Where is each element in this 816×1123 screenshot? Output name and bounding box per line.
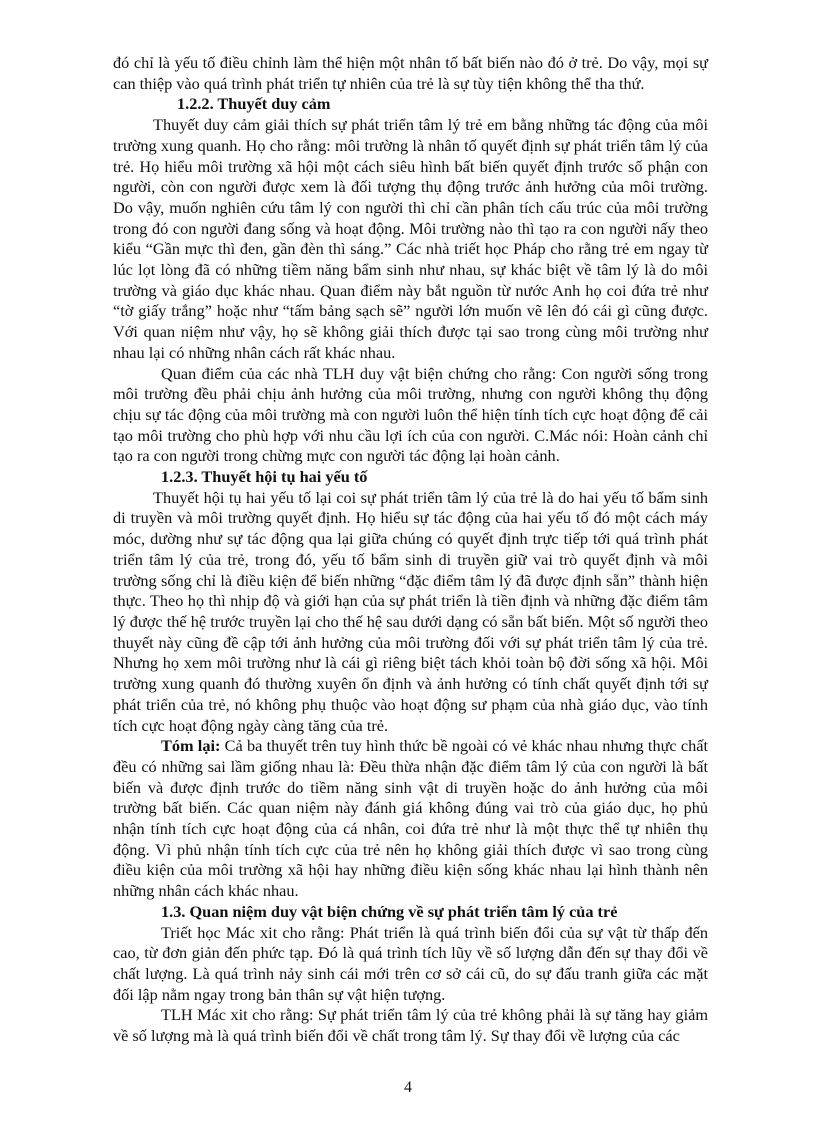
heading-quan-niem-bien-chung: 1.3. Quan niệm duy vật biện chứng về sự phát triển tâm lý của trẻ: [161, 901, 618, 921]
paragraph-summary: [113, 736, 708, 902]
page-number: 4: [404, 1079, 412, 1096]
paragraph-intro: đó chỉ là yếu tố điều chỉnh làm thể hiện một nhân tố bất biến nào đó ở trẻ. Do vậy, mọi sự can thiệp vào quá trình phát triển tự nhiên của trẻ là sự tùy tiện không thể tha thứ.: [113, 53, 708, 93]
document-page: [113, 53, 708, 1047]
paragraph-bien-chung-2: TLH Mác xit cho rằng: Sự phát triển tâm lý của trẻ không phải là sự tăng hay giảm về số lượng mà là quá trình biến đổi về chất trong tâm lý. Sự thay đổi về lượng của các: [113, 1005, 708, 1046]
heading-thuyet-hoi-tu: 1.2.3. Thuyết hội tụ hai yếu tố: [161, 467, 368, 487]
paragraph-duy-cam-1: Thuyết duy cảm giải thích sự phát triển tâm lý trẻ em bằng những tác động của môi trường xung quanh. Họ cho rằng: môi trường là nhân tố quyết định sự phát triển tâm lý của trẻ. Họ hiểu môi trường xã hội một cách siêu hình bất biến quyết định trước số phận con người, còn con người được xem là đối tượng thụ động trước ảnh hưởng của môi trường. Do vậy, muốn nghiên cứu tâm lý con người thì chỉ cần phân tích cấu trúc của môi trường trong đó con người đang sống và hoạt động. Môi trường nào thì tạo ra con người nấy theo kiểu “Gần mực thì đen, gần đèn thì sáng.” Các nhà triết học Pháp cho rằng trẻ em ngay từ lúc lọt lòng đã có những tiềm năng bẩm sinh như nhau, sự khác biệt về tâm lý là do môi trường và giáo dục khác nhau. Quan điểm này bắt nguồn từ nước Anh họ coi đứa trẻ như “tờ giấy trắng” hoặc như “tấm bảng sạch sẽ” người lớn muốn vẽ lên đó cái gì cũng được. Với quan niệm như vậy, họ sẽ không giải thích được tại sao trong cùng môi trường như nhau lại có những nhân cách rất khác nhau.: [113, 115, 708, 362]
paragraph-hoi-tu: Thuyết hội tụ hai yếu tố lại coi sự phát triển tâm lý của trẻ là do hai yếu tố bẩm sinh di truyền và môi trường quyết định. Họ hiểu sự tác động của hai yếu tố đó một cách máy móc, dường như sự tác động qua lại giữa chúng có quyết định trực tiếp tới quá trình phát triển tâm lý của trẻ, trong đó, yếu tố bẩm sinh di truyền giữ vai trò quyết định và môi trường sống chỉ là điều kiện để biến những “đặc điểm tâm lý đã được định sẵn” thành hiện thực. Theo họ thì nhịp độ và giới hạn của sự phát triển là tiền định và những đặc điểm tâm lý được thế hệ trước truyền lại cho thế hệ sau dưới dạng có sẵn bất biến. Một số người theo thuyết này cũng đề cập tới ảnh hưởng của môi trường đối với sự phát triển tâm lý của trẻ. Nhưng họ xem môi trường như là cái gì riêng biệt tách khỏi toàn bộ đời sống xã hội. Môi trường xung quanh đó thường xuyên ổn định và ảnh hưởng có tính chất quyết định tới sự phát triển của trẻ, nó không phụ thuộc vào hoạt động sư phạm của nhà giáo dục, vào tính tích cực hoạt động ngày càng tăng của trẻ.: [113, 487, 708, 735]
heading-thuyet-duy-cam: 1.2.2. Thuyết duy cảm: [177, 94, 331, 114]
paragraph-duy-cam-2: Quan điểm của các nhà TLH duy vật biện chứng cho rằng: Con người sống trong môi trường đều phải chịu ảnh hưởng của môi trường, nhưng con người không thụ động chịu sự tác động của môi trường mà con người luôn thể hiện tính tích cực hoạt động để cải tạo môi trường cho phù hợp với nhu cầu lợi ích của con người. C.Mác nói: Hoàn cảnh chỉ tạo ra con người trong chừng mực con người tác động lại hoàn cảnh.: [113, 363, 708, 466]
summary-lead: Tóm lại:: [161, 736, 221, 756]
paragraph-bien-chung-1: Triết học Mác xit cho rằng: Phát triển là quá trình biến đổi của sự vật từ thấp đến cao, từ đơn giản đến phức tạp. Đó là quá trình tích lũy về số lượng dẫn đến sự thay đổi về chất lượng. Là quá trình nảy sinh cái mới trên cơ sở cái cũ, do sự đấu tranh giữa các mặt đối lập nằm ngay trong bản thân sự vật hiện tượng.: [113, 922, 708, 1004]
summary-text: Cả ba thuyết trên tuy hình thức bề ngoài có vẻ khác nhau nhưng thực chất đều có những sai lầm giống nhau là: Đều thừa nhận đặc điểm tâm lý của con người là bất biến và được định trước do tiềm năng sinh vật di truyền hoặc do ảnh hưởng của môi trường bất biến. Các quan niệm này đánh giá không đúng vai trò của giáo dục, họ phủ nhận tính tích cực hoạt động của cá nhân, coi đứa trẻ như là một thực thể tự nhiên thụ động. Vì phủ nhận tính tích cực của trẻ nên họ không giải thích được vì sao trong cùng điều kiện của môi trường xã hội hay những điều kiện sống khác nhau lại hình thành nên những nhân cách khác nhau.: [113, 736, 708, 901]
